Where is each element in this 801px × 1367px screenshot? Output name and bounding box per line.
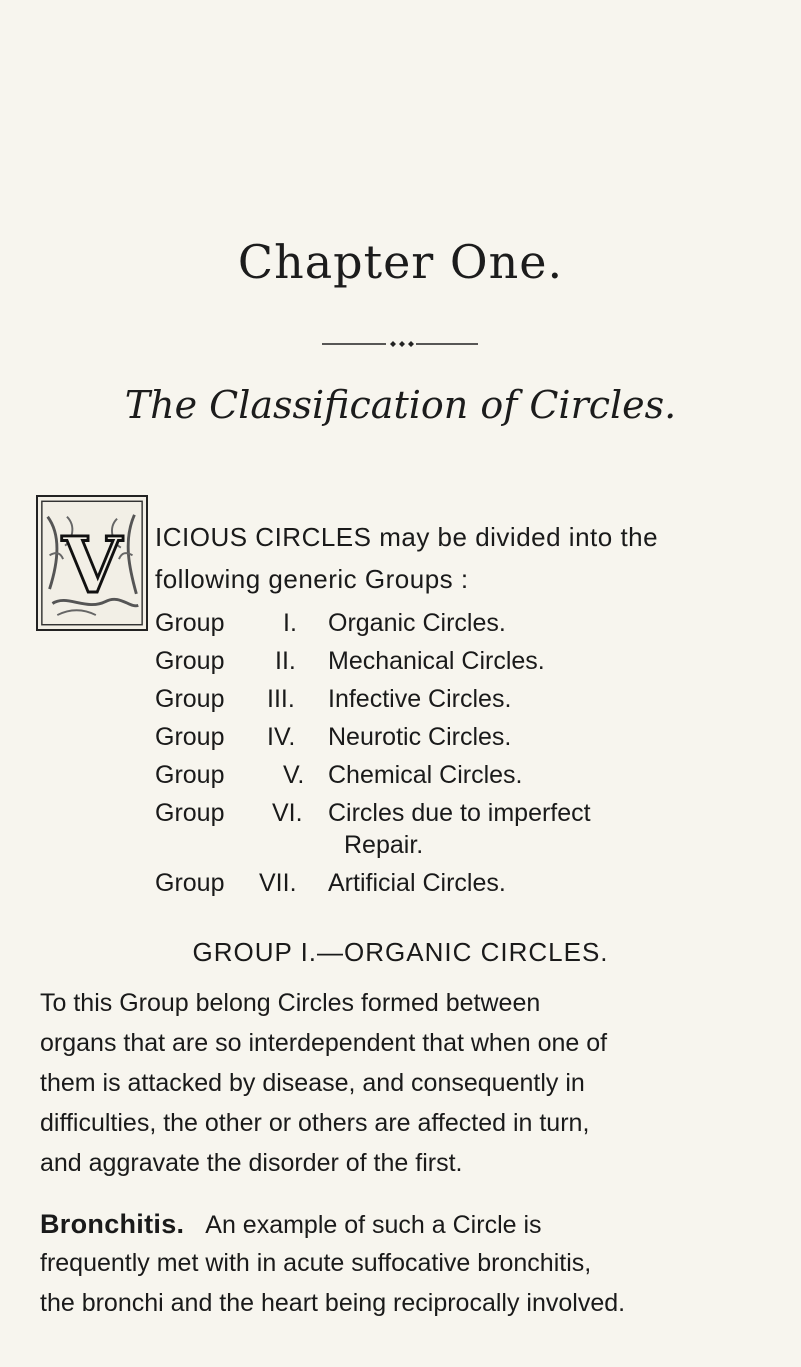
section-title: The Classification of Circles. xyxy=(124,383,677,427)
group-number: I. xyxy=(283,609,297,637)
paragraph-line: To this Group belong Circles formed between xyxy=(40,989,541,1017)
group-description-continued: Repair. xyxy=(344,831,424,859)
paragraph-line: difficulties, the other or others are affected in turn, xyxy=(40,1109,590,1137)
paragraph-line: them is attacked by disease, and consequently in xyxy=(40,1069,585,1097)
group-number: V. xyxy=(283,761,305,789)
group-description: Neurotic Circles. xyxy=(328,723,512,751)
group-number: III. xyxy=(267,685,295,713)
group-label: Group xyxy=(155,869,225,897)
decorative-initial-v xyxy=(36,495,148,631)
paragraph-line: the bronchi and the heart being reciprocally involved. xyxy=(40,1289,626,1317)
group-number: II. xyxy=(275,647,296,675)
paragraph-line: frequently met with in acute suffocative bronchitis, xyxy=(40,1249,592,1277)
group-label: Group xyxy=(155,723,225,751)
group-description: Infective Circles. xyxy=(328,685,512,713)
intro-line-1: ICIOUS CIRCLES may be divided into the xyxy=(155,522,659,552)
foliage-ornament-icon xyxy=(38,497,146,629)
group-label: Group xyxy=(155,685,225,713)
group-number: VII. xyxy=(259,869,297,897)
group-number: VI. xyxy=(272,799,303,827)
dropcap-letter: V xyxy=(62,520,122,611)
paragraph-line: An example of such a Circle is xyxy=(205,1211,542,1239)
group-label: Group xyxy=(155,761,225,789)
ornamental-rule xyxy=(320,338,480,350)
run-in-heading: Bronchitis. xyxy=(40,1209,185,1239)
group-description: Artificial Circles. xyxy=(328,869,506,897)
group-description: Chemical Circles. xyxy=(328,761,523,789)
paragraph-line: organs that are so interdependent that when one of xyxy=(40,1029,608,1057)
group-label: Group xyxy=(155,609,225,637)
group-number: IV. xyxy=(267,723,296,751)
group-description: Organic Circles. xyxy=(328,609,506,637)
group-one-heading: GROUP I.—ORGANIC CIRCLES. xyxy=(192,937,609,967)
intro-line-2: following generic Groups : xyxy=(155,564,469,594)
group-label: Group xyxy=(155,647,225,675)
group-description: Circles due to imperfect xyxy=(328,799,591,827)
chapter-title: Chapter One. xyxy=(237,235,564,289)
group-description: Mechanical Circles. xyxy=(328,647,545,675)
group-label: Group xyxy=(155,799,225,827)
paragraph-line: and aggravate the disorder of the first. xyxy=(40,1149,463,1177)
